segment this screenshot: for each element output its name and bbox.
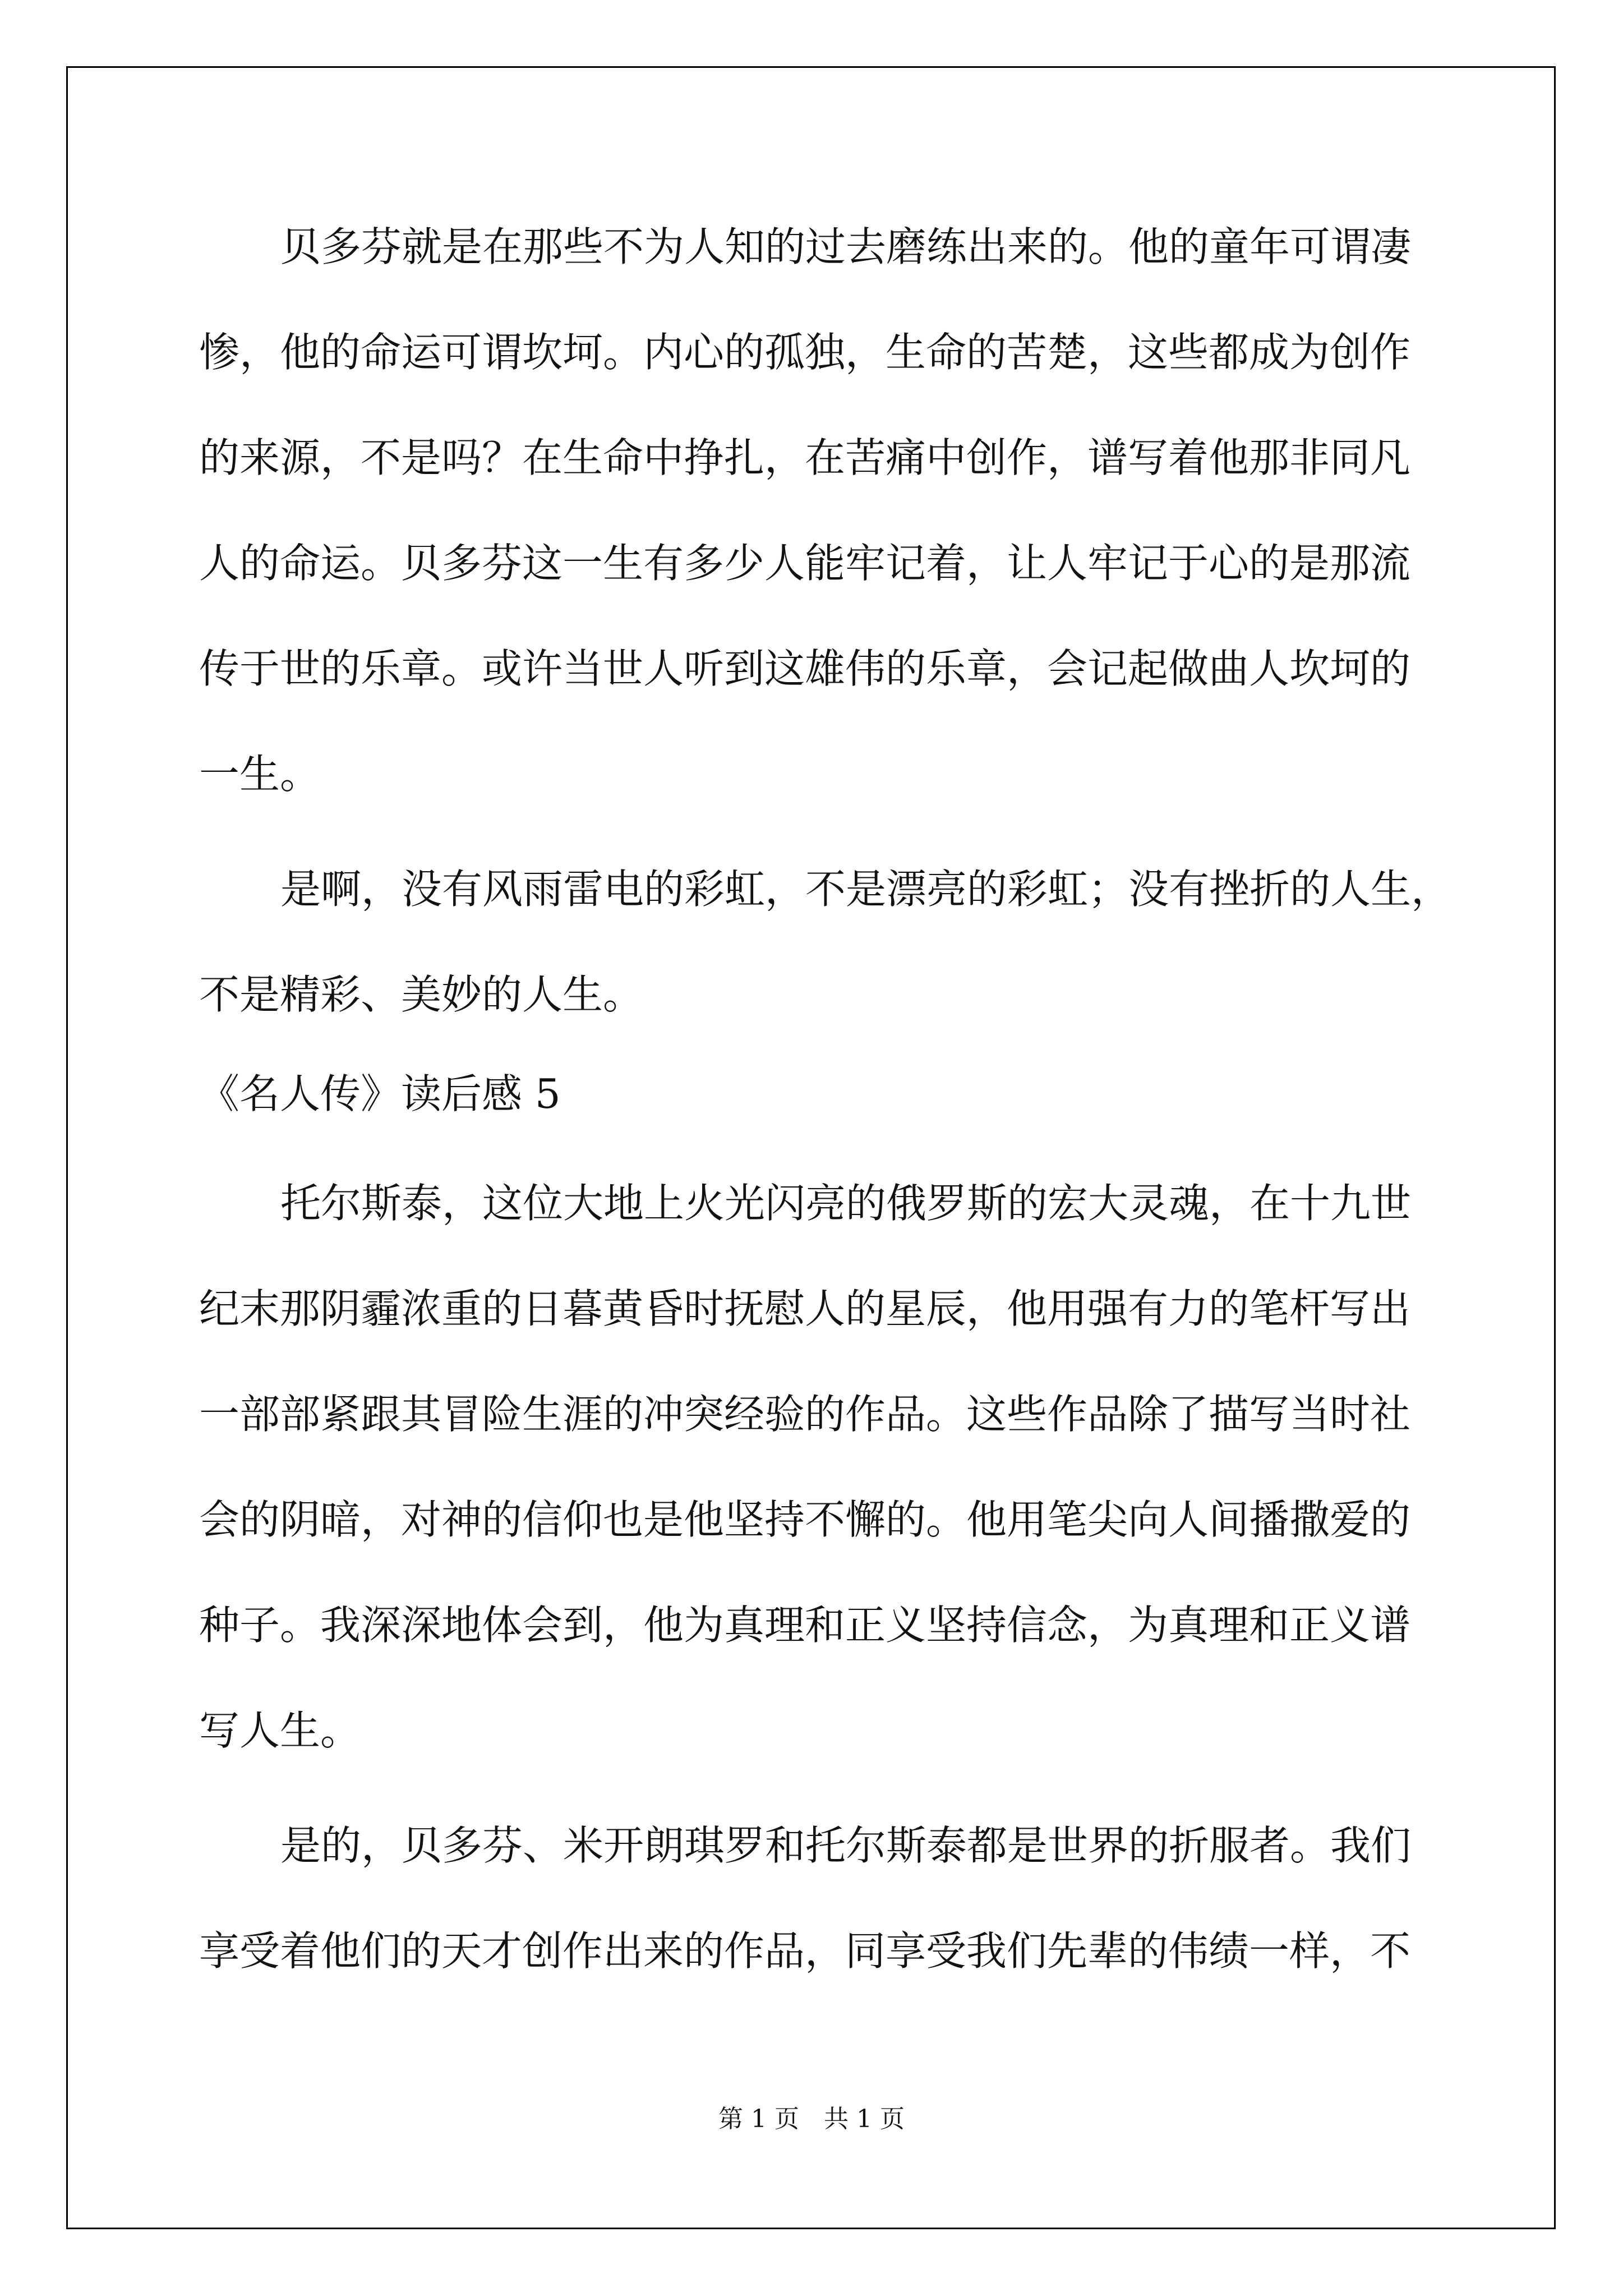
paragraph-4-line-2: 享受着他们的天才创作出来的作品，同享受我们先辈的伟绩一样，不 <box>199 1927 1411 1975</box>
paragraph-2-line-1: 是啊，没有风雨雷电的彩虹，不是漂亮的彩虹；没有挫折的人生， <box>280 866 1452 913</box>
paragraph-3-line-2: 纪末那阴霾浓重的日暮黄昏时抚慰人的星辰，他用强有力的笔杆写出 <box>199 1285 1411 1332</box>
paragraph-1-line-1: 贝多芬就是在那些不为人知的过去磨练出来的。他的童年可谓凄 <box>280 223 1412 270</box>
paragraph-1-line-5: 传于世的乐章。或许当世人听到这雄伟的乐章，会记起做曲人坎坷的 <box>199 645 1411 692</box>
paragraph-1-line-6: 一生。 <box>199 751 321 798</box>
paragraph-2-line-2: 不是精彩、美妙的人生。 <box>199 971 644 1018</box>
paragraph-3-line-4: 会的阴暗，对神的信仰也是他坚持不懈的。他用笔尖向人间播撒爱的 <box>199 1496 1411 1543</box>
paragraph-1-line-3: 的来源，不是吗？在生命中挣扎，在苦痛中创作，谱写着他那非同凡 <box>199 434 1411 481</box>
paragraph-3-line-1: 托尔斯泰，这位大地上火光闪亮的俄罗斯的宏大灵魂，在十九世 <box>280 1180 1412 1227</box>
paragraph-1-line-2: 惨，他的命运可谓坎坷。内心的孤独，生命的苦楚，这些都成为创作 <box>199 329 1411 376</box>
paragraph-4-line-1: 是的，贝多芬、米开朗琪罗和托尔斯泰都是世界的折服者。我们 <box>280 1822 1412 1869</box>
paragraph-3-line-6: 写人生。 <box>199 1707 361 1754</box>
paragraph-3-line-3: 一部部紧跟其冒险生涯的冲突经验的作品。这些作品除了描写当时社 <box>199 1391 1411 1438</box>
paragraph-3-line-5: 种子。我深深地体会到，他为真理和正义坚持信念，为真理和正义谱 <box>199 1602 1411 1649</box>
page-border <box>66 66 1556 2229</box>
paragraph-1-line-4: 人的命运。贝多芬这一生有多少人能牢记着，让人牢记于心的是那流 <box>199 540 1411 587</box>
section-heading: 《名人传》读后感 5 <box>199 1070 561 1117</box>
page-number-footer: 第 1 页 共 1 页 <box>718 2105 905 2133</box>
